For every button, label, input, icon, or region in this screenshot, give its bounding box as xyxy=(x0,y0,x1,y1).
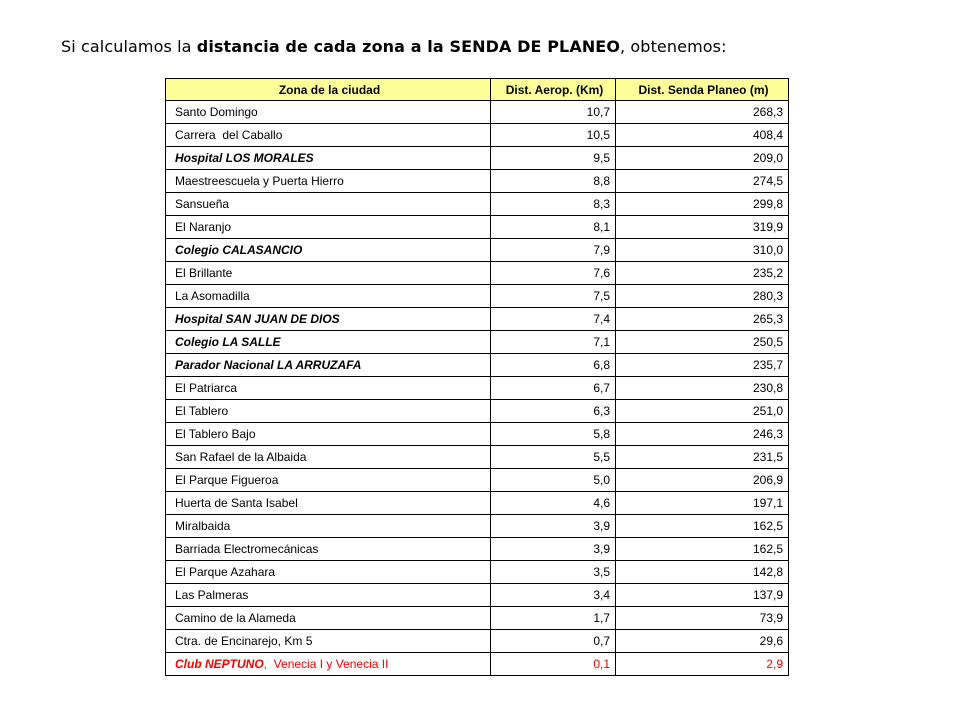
dist-senda: 268,3 xyxy=(616,101,789,124)
table-row xyxy=(166,469,789,492)
zone-name xyxy=(166,653,491,676)
zones-distance-table xyxy=(165,78,789,676)
dist-senda: 162,5 xyxy=(616,515,789,538)
zone-name: Huerta de Santa Isabel xyxy=(166,492,491,515)
table-row xyxy=(166,377,789,400)
dist-senda: 310,0 xyxy=(616,239,789,262)
zone-name: Carrera del Caballo xyxy=(166,124,491,147)
dist-aerop: 10,7 xyxy=(491,101,616,124)
table-row xyxy=(166,239,789,262)
table-row-highlighted xyxy=(166,653,789,676)
intro-part1: Si calculamos la xyxy=(61,37,197,56)
dist-aerop: 3,9 xyxy=(491,515,616,538)
dist-senda: 250,5 xyxy=(616,331,789,354)
zone-name: El Tablero Bajo xyxy=(166,423,491,446)
dist-aerop: 5,0 xyxy=(491,469,616,492)
dist-aerop: 7,1 xyxy=(491,331,616,354)
table-row xyxy=(166,101,789,124)
table-row xyxy=(166,584,789,607)
dist-senda: 235,2 xyxy=(616,262,789,285)
zone-name: Ctra. de Encinarejo, Km 5 xyxy=(166,630,491,653)
dist-senda: 251,0 xyxy=(616,400,789,423)
dist-senda: 137,9 xyxy=(616,584,789,607)
dist-aerop: 3,9 xyxy=(491,538,616,561)
dist-senda: 29,6 xyxy=(616,630,789,653)
dist-senda: 162,5 xyxy=(616,538,789,561)
table-row xyxy=(166,538,789,561)
dist-senda: 197,1 xyxy=(616,492,789,515)
dist-aerop: 6,3 xyxy=(491,400,616,423)
table-row xyxy=(166,285,789,308)
dist-senda: 319,9 xyxy=(616,216,789,239)
table-row xyxy=(166,561,789,584)
zone-name: El Naranjo xyxy=(166,216,491,239)
zone-name: La Asomadilla xyxy=(166,285,491,308)
dist-aerop: 7,4 xyxy=(491,308,616,331)
dist-aerop: 6,7 xyxy=(491,377,616,400)
table-row xyxy=(166,515,789,538)
table-row xyxy=(166,446,789,469)
zone-name: Miralbaida xyxy=(166,515,491,538)
dist-senda: 265,3 xyxy=(616,308,789,331)
dist-aerop: 8,8 xyxy=(491,170,616,193)
zone-name: Sansueña xyxy=(166,193,491,216)
table-row xyxy=(166,400,789,423)
dist-senda: 246,3 xyxy=(616,423,789,446)
table-row xyxy=(166,170,789,193)
dist-senda: 230,8 xyxy=(616,377,789,400)
zone-name: El Tablero xyxy=(166,400,491,423)
table-header-row xyxy=(166,79,789,101)
dist-senda: 73,9 xyxy=(616,607,789,630)
zone-name: Las Palmeras xyxy=(166,584,491,607)
dist-aerop: 1,7 xyxy=(491,607,616,630)
intro-emphasis: distancia de cada zona a la SENDA DE PLANEO xyxy=(196,37,621,56)
dist-aerop: 6,8 xyxy=(491,354,616,377)
table-row xyxy=(166,492,789,515)
intro-part3: , obtenemos: xyxy=(620,37,727,56)
dist-senda: 235,7 xyxy=(616,354,789,377)
dist-aerop: 7,6 xyxy=(491,262,616,285)
zone-name: Camino de la Alameda xyxy=(166,607,491,630)
zone-name: Colegio CALASANCIO xyxy=(166,239,491,262)
zone-name: Barriada Electromecánicas xyxy=(166,538,491,561)
dist-senda: 2,9 xyxy=(616,653,789,676)
zone-name: El Parque Azahara xyxy=(166,561,491,584)
zone-name: Parador Nacional LA ARRUZAFA xyxy=(166,354,491,377)
table-row xyxy=(166,607,789,630)
dist-aerop: 5,8 xyxy=(491,423,616,446)
dist-aerop: 3,5 xyxy=(491,561,616,584)
header-dist-senda: Dist. Senda Planeo (m) xyxy=(616,79,789,101)
dist-senda: 206,9 xyxy=(616,469,789,492)
table-row xyxy=(166,354,789,377)
table-row xyxy=(166,308,789,331)
zone-name: El Brillante xyxy=(166,262,491,285)
dist-senda: 231,5 xyxy=(616,446,789,469)
dist-aerop: 10,5 xyxy=(491,124,616,147)
intro-text xyxy=(61,37,727,57)
zone-name: Maestreescuela y Puerta Hierro xyxy=(166,170,491,193)
table-row xyxy=(166,630,789,653)
dist-aerop: 3,4 xyxy=(491,584,616,607)
dist-senda: 274,5 xyxy=(616,170,789,193)
header-zona: Zona de la ciudad xyxy=(166,79,491,101)
zone-name-rest: , Venecia I y Venecia II xyxy=(263,657,389,671)
header-dist-aerop: Dist. Aerop. (Km) xyxy=(491,79,616,101)
dist-senda: 142,8 xyxy=(616,561,789,584)
table-row xyxy=(166,147,789,170)
zone-name: San Rafael de la Albaida xyxy=(166,446,491,469)
dist-aerop: 8,3 xyxy=(491,193,616,216)
dist-aerop: 4,6 xyxy=(491,492,616,515)
table-row xyxy=(166,124,789,147)
dist-aerop: 7,5 xyxy=(491,285,616,308)
dist-aerop: 8,1 xyxy=(491,216,616,239)
zone-name: El Patriarca xyxy=(166,377,491,400)
zone-name: Santo Domingo xyxy=(166,101,491,124)
dist-senda: 408,4 xyxy=(616,124,789,147)
table-row xyxy=(166,331,789,354)
dist-senda: 209,0 xyxy=(616,147,789,170)
dist-senda: 280,3 xyxy=(616,285,789,308)
dist-aerop: 9,5 xyxy=(491,147,616,170)
table-row xyxy=(166,262,789,285)
zone-name-strong: Club NEPTUNO xyxy=(175,657,264,671)
dist-senda: 299,8 xyxy=(616,193,789,216)
dist-aerop: 0,1 xyxy=(491,653,616,676)
zone-name: Hospital LOS MORALES xyxy=(166,147,491,170)
table-row xyxy=(166,423,789,446)
table-row xyxy=(166,193,789,216)
zone-name: Hospital SAN JUAN DE DIOS xyxy=(166,308,491,331)
dist-aerop: 7,9 xyxy=(491,239,616,262)
zone-name: El Parque Figueroa xyxy=(166,469,491,492)
table-row xyxy=(166,216,789,239)
dist-aerop: 0,7 xyxy=(491,630,616,653)
zone-name: Colegio LA SALLE xyxy=(166,331,491,354)
dist-aerop: 5,5 xyxy=(491,446,616,469)
